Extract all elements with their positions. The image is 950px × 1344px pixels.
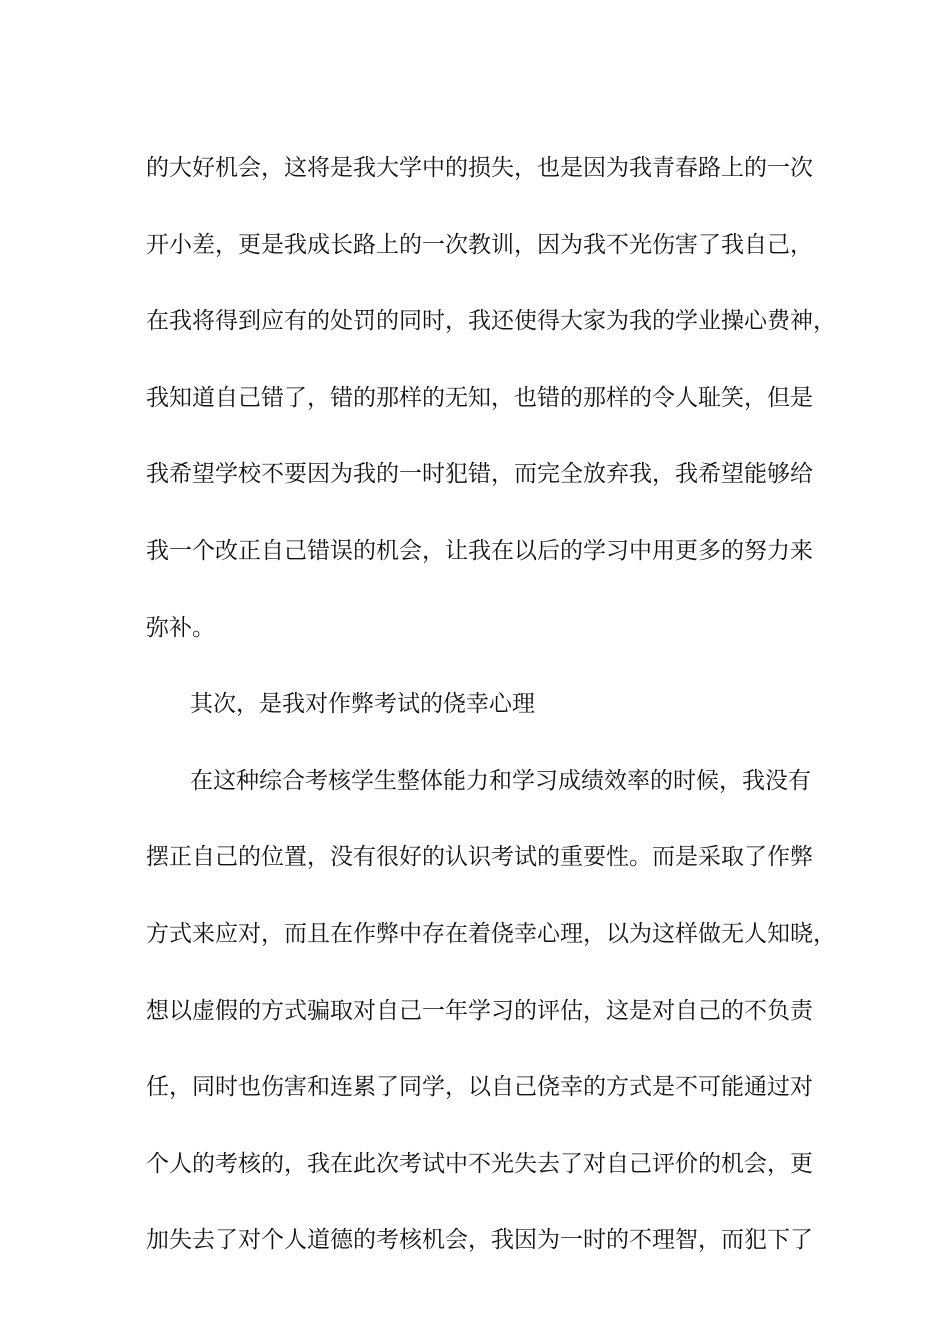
text-line: 个人的考核的，我在此次考试中不光失去了对自己评价的机会，更 xyxy=(146,1150,813,1177)
text-line: 的大好机会，这将是我大学中的损失，也是因为我青春路上的一次 xyxy=(146,155,813,181)
text-line: 在这种综合考核学生整体能力和学习成绩效率的时候，我没有 xyxy=(190,767,811,794)
text-line: 想以虚假的方式骗取对自己一年学习的评估，这是对自己的不负责 xyxy=(146,997,813,1024)
text-line: 加失去了对个人道德的考核机会，我因为一时的不理智，而犯下了 xyxy=(146,1227,813,1254)
text-line: 摆正自己的位置，没有很好的认识考试的重要性。而是采取了作弊 xyxy=(146,844,813,871)
text-line: 我知道自己错了，错的那样的无知，也错的那样的令人耻笑，但是 xyxy=(146,384,813,411)
text-line: 方式来应对，而且在作弊中存在着侥幸心理，以为这样做无人知晓， xyxy=(146,920,836,947)
text-line: 我一个改正自己错误的机会，让我在以后的学习中用更多的努力来 xyxy=(146,537,813,564)
text-line: 弥补。 xyxy=(146,614,215,641)
body-text xyxy=(146,130,836,1279)
text-line: 任，同时也伤害和连累了同学，以自己侥幸的方式是不可能通过对 xyxy=(146,1074,813,1101)
text-line: 我希望学校不要因为我的一时犯错，而完全放弃我，我希望能够给 xyxy=(146,461,813,488)
text-line: 在我将得到应有的处罚的同时，我还使得大家为我的学业操心费神， xyxy=(146,308,836,335)
section-heading: 其次，是我对作弊考试的侥幸心理 xyxy=(190,691,535,718)
text-line: 开小差，更是我成长路上的一次教训，因为我不光伤害了我自己， xyxy=(146,231,813,258)
